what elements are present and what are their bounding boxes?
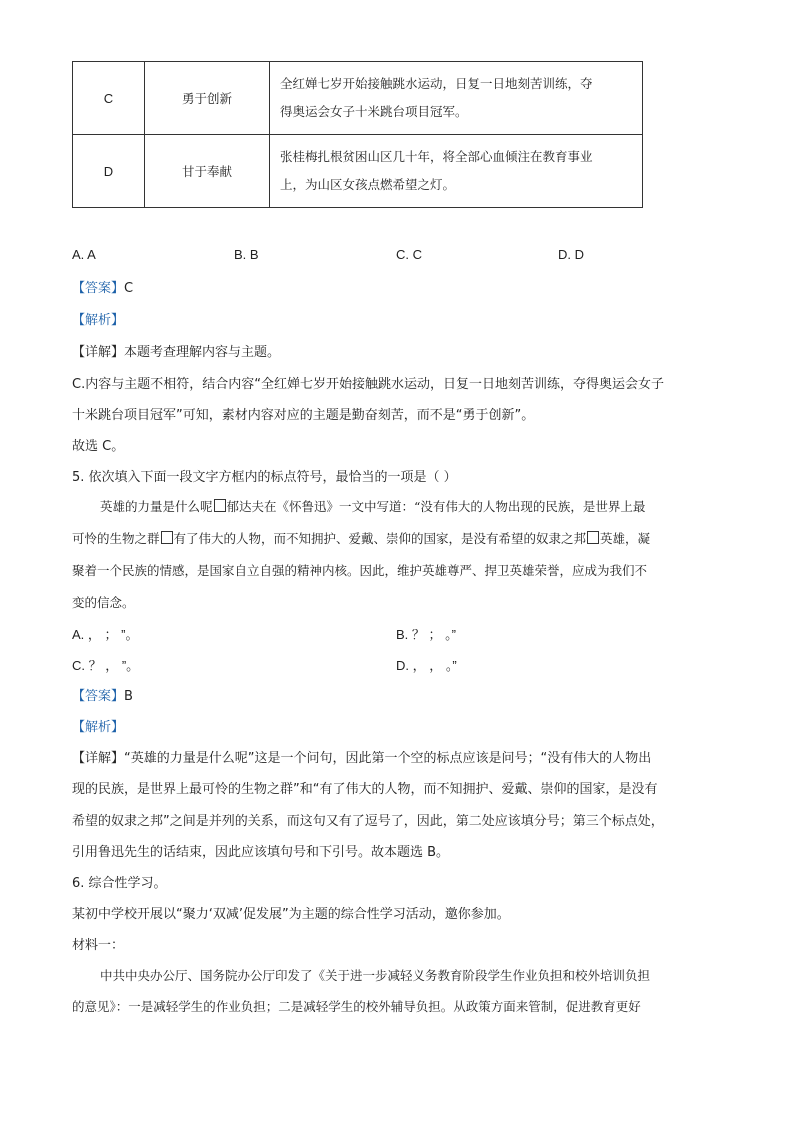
passage-line xyxy=(100,497,645,515)
choice-a: A. ， ； ”。 xyxy=(72,627,139,642)
answer-value: B xyxy=(124,689,133,704)
option-theme: 勇于创新 xyxy=(145,62,270,135)
material-line: 的意见》：一是减轻学生的作业负担；二是减轻学生的校外辅导负担。从政策方面来管制，促进教育更好 xyxy=(72,999,641,1014)
option-content xyxy=(270,135,643,208)
options-table xyxy=(72,61,643,208)
answer-line xyxy=(72,277,133,296)
choice-c: C. ？ ， ”。 xyxy=(72,658,140,673)
detail-tag: 【详解】 xyxy=(72,345,125,360)
option-content-line: 上，为山区女孩点燃希望之灯。 xyxy=(280,177,456,192)
analysis-tag: 【解析】 xyxy=(72,313,125,328)
explanation-line: C.内容与主题不相符，结合内容“全红婵七岁开始接触跳水运动，日复一日地刻苦训练，夺得奥运会女子 xyxy=(72,377,664,392)
passage-line: 聚着一个民族的情感，是国家自立自强的精神内核。因此，维护英雄尊严、捍卫英雄荣誉，应成为我们不 xyxy=(72,563,648,578)
detail-line xyxy=(72,747,651,766)
detail-line: 引用鲁迅先生的话结束，因此应该填句号和下引号。故本题选 B。 xyxy=(72,845,450,860)
detail-tag: 【详解】 xyxy=(72,751,125,766)
option-content xyxy=(270,62,643,135)
blank-box xyxy=(587,531,599,544)
material-label: 材料一： xyxy=(72,938,125,953)
choice-b: B. ？ ； 。” xyxy=(396,627,456,642)
passage-text: 有了伟大的人物，而不知拥护、爱戴、崇仰的国家，是没有希望的奴隶之邦 xyxy=(173,531,587,546)
choice-d: D. D xyxy=(558,247,584,262)
table-row xyxy=(73,135,643,208)
option-letter: C xyxy=(73,62,145,135)
conclusion-line: 故选 C。 xyxy=(72,439,125,454)
option-content-line: 全红婵七岁开始接触跳水运动，日复一日地刻苦训练，夺 xyxy=(280,76,593,91)
analysis-tag: 【解析】 xyxy=(72,720,125,735)
answer-tag: 【答案】 xyxy=(72,281,125,296)
passage-line xyxy=(72,529,650,547)
passage-text: 英雄，凝 xyxy=(600,531,651,546)
question-5-stem: 5. 依次填入下面一段文字方框内的标点符号，最恰当的一项是（ ） xyxy=(72,470,457,485)
answer-value: C xyxy=(124,281,134,296)
answer-tag: 【答案】 xyxy=(72,689,125,704)
detail-text: 本题考查理解内容与主题。 xyxy=(124,345,281,360)
material-line: 中共中央办公厅、国务院办公厅印发了《关于进一步减轻义务教育阶段学生作业负担和校外培训负担 xyxy=(100,968,651,983)
blank-box xyxy=(161,531,173,544)
choice-b: B. B xyxy=(234,247,259,262)
answer-line xyxy=(72,685,133,704)
choice-a: A. A xyxy=(72,247,96,262)
detail-line: 希望的奴隶之邦”之间是并列的关系，而这句又有了逗号了，因此，第二处应该填分号；第三个标点处， xyxy=(72,814,664,829)
passage-text: 可怜的生物之群 xyxy=(72,531,160,546)
question-6-title: 6. 综合性学习。 xyxy=(72,876,167,891)
option-theme: 甘于奉献 xyxy=(145,135,270,208)
table-row xyxy=(73,62,643,135)
option-letter: D xyxy=(73,135,145,208)
explanation-line: 十米跳台项目冠军”可知，素材内容对应的主题是勤奋刻苦，而不是“勇于创新”。 xyxy=(72,408,535,423)
detail-text: “英雄的力量是什么呢”这是一个问句，因此第一个空的标点应该是问号；“没有伟大的人物出 xyxy=(124,751,652,766)
question-6-intro: 某初中学校开展以“聚力‘双减’促发展”为主题的综合性学习活动，邀你参加。 xyxy=(72,907,510,922)
option-content-line: 得奥运会女子十米跳台项目冠军。 xyxy=(280,104,468,119)
blank-box xyxy=(214,499,226,512)
passage-text: 郁达夫在《怀鲁迅》一文中写道：“没有伟大的人物出现的民族，是世界上最 xyxy=(226,499,646,514)
detail-line xyxy=(72,341,280,360)
choice-d: D. ， ， 。” xyxy=(396,658,457,673)
passage-text: 英雄的力量是什么呢 xyxy=(100,499,213,514)
detail-line: 现的民族，是世界上最可怜的生物之群”和“有了伟大的人物，而不知拥护、爱戴、崇仰的国家，是没有 xyxy=(72,782,658,797)
option-content-line: 张桂梅扎根贫困山区几十年，将全部心血倾注在教育事业 xyxy=(280,149,593,164)
passage-line: 变的信念。 xyxy=(72,595,135,610)
choice-c: C. C xyxy=(396,247,422,262)
